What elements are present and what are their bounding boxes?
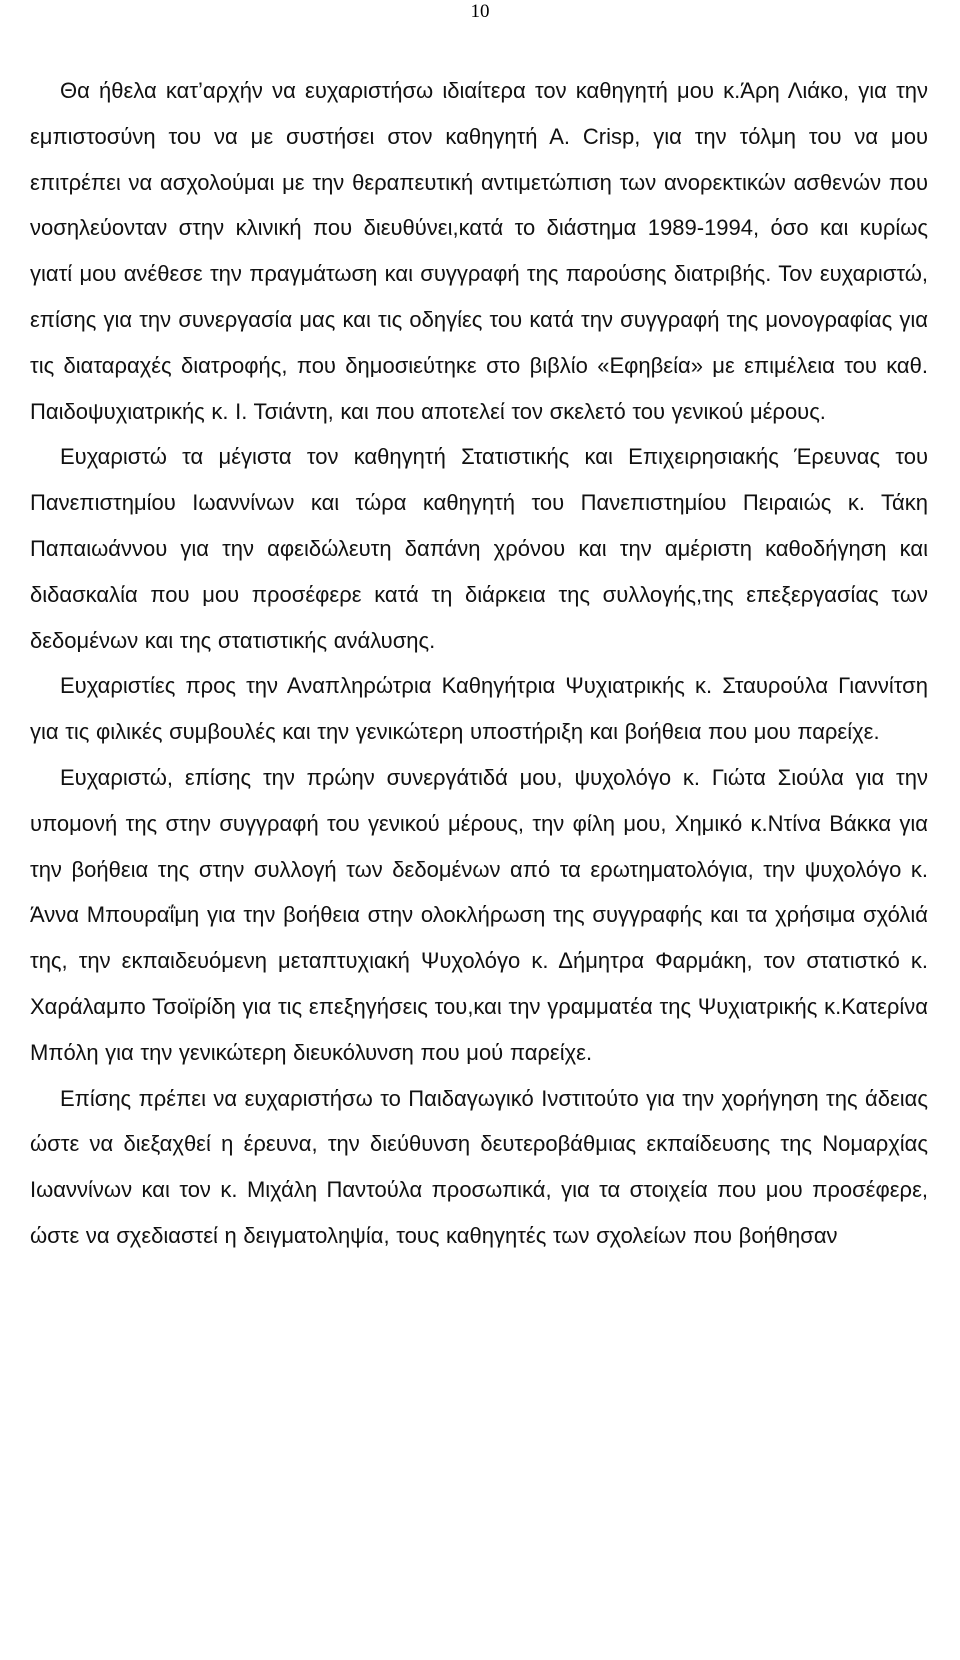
- document-body: [30, 68, 928, 1259]
- paragraph-acknowledgement-collaborators: Ευχαριστώ, επίσης την πρώην συνεργάτιδά μου, ψυχολόγο κ. Γιώτα Σιούλα για την υπομονή της στην συγγραφή του γενικού μέρους, την φίλη μου, Χημικό κ.Ντίνα Βάκκα για την βοήθεια της στην συλλογή των δεδομένων από τα ερωτηματολόγια, την ψυχολόγο κ. Άννα Μπουραΐμη για την βοήθεια στην ολοκλήρωση της συγγραφής και τα χρήσιμα σχόλιά της, την εκπαιδευόμενη μεταπτυχιακή Ψυχολόγο κ. Δήμητρα Φαρμάκη, τον στατιστκό κ. Χαράλαμπο Τσοϊρίδη για τις επεξηγήσεις του,και την γραμματέα της Ψυχιατρικής κ.Κατερίνα Μπόλη για την γενικώτερη διευκόλυνση που μού παρείχε.: [30, 764, 928, 1065]
- page-number: 10: [470, 1, 490, 22]
- paragraph-acknowledgement-institute: Επίσης πρέπει να ευχαριστήσω το Παιδαγωγικό Ινστιτούτο για την χορήγηση της άδειας ώστε να διεξαχθεί η έρευνα, την διεύθυνση δευτεροβάθμιας εκπαίδευσης της Νομαρχίας Ιωαννίνων και τον κ. Μιχάλη Παντούλα προσωπικά, για τα στοιχεία που μου προσέφερε, ώστε να σχεδιαστεί η δειγματοληψία, τους καθηγητές των σχολείων που βοήθησαν: [30, 1085, 928, 1248]
- paragraph-acknowledgement-liakos: Θα ήθελα κατ’αρχήν να ευχαριστήσω ιδιαίτερα τον καθηγητή μου κ.Άρη Λιάκο, για την εμπιστοσύνη του να με συστήσει στον καθηγητή Α. Crisp, για την τόλμη του να μου επιτρέπει να ασχολούμαι με την θεραπευτική αντιμετώπιση των ανορεκτικών ασθενών που νοσηλεύονταν στην κλινική που διευθύνει,κατά το διάστημα 1989-1994, όσο και κυρίως γιατί μου ανέθεσε την πραγμάτωση και συγγραφή της παρούσης διατριβής. Τον ευχαριστώ, επίσης για την συνεργασία μας και τις οδηγίες του κατά την συγγραφή της μονογραφίας για τις διαταραχές διατροφής, που δημοσιεύτηκε στο βιβλίο «Εφηβεία» με επιμέλεια του καθ. Παιδοψυχιατρικής κ. Ι. Τσιάντη, και που αποτελεί τον σκελετό του γενικού μέρους.: [30, 78, 928, 424]
- paragraph-acknowledgement-papaioannou: Ευχαριστώ τα μέγιστα τον καθηγητή Στατιστικής και Επιχειρησιακής Έρευνας του Πανεπιστημίου Ιωαννίνων και τώρα καθηγητή του Πανεπιστημίου Πειραιώς κ. Τάκη Παπαιωάννου για την αφειδώλευτη δαπάνη χρόνου και την αμέριστη καθοδήγηση και διδασκαλία που μου προσέφερε κατά τη διάρκεια της συλλογής,της επεξεργασίας των δεδομένων και της στατιστικής ανάλυσης.: [30, 444, 928, 653]
- paragraph-acknowledgement-giannitsi: Ευχαριστίες προς την Αναπληρώτρια Καθηγήτρια Ψυχιατρικής κ. Σταυρούλα Γιαννίτση για τις φιλικές συμβουλές και την γενικώτερη υποστήριξη και βοήθεια που μου παρείχε.: [30, 673, 928, 745]
